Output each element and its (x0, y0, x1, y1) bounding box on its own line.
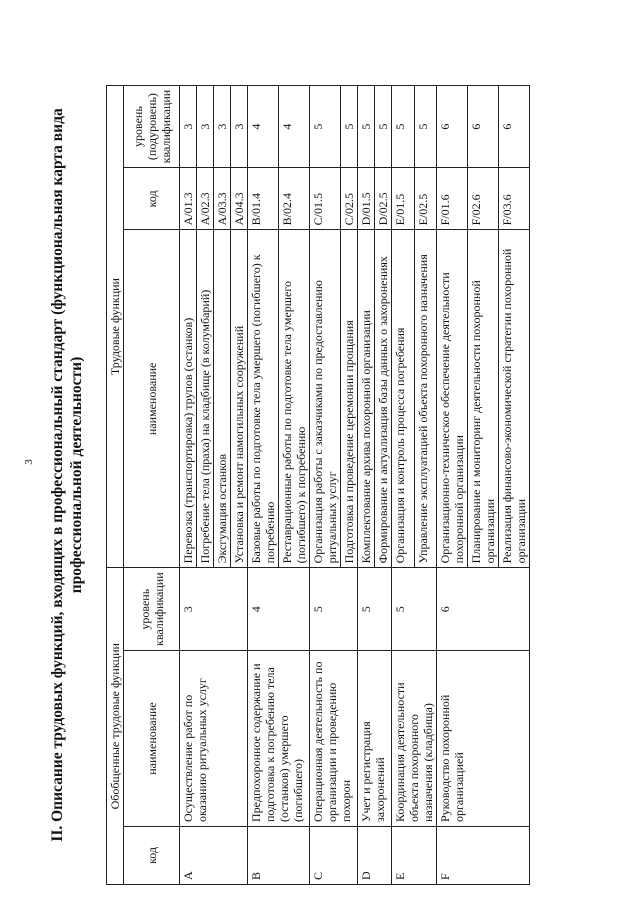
function-code: E/01.5 (392, 168, 415, 230)
group-code: C (310, 827, 358, 885)
group-level: 6 (437, 568, 530, 651)
group-level: 3 (180, 568, 248, 651)
group-code: B (248, 827, 310, 885)
function-level: 6 (499, 85, 530, 168)
function-name: Подготовка и проведение церемонии прощания (341, 230, 358, 568)
table-row (392, 85, 415, 884)
function-level: 3 (180, 85, 197, 168)
header-labor: Трудовые функции (107, 85, 124, 568)
group-level: 5 (392, 568, 437, 651)
function-level: 4 (279, 85, 310, 168)
function-code: E/02.5 (414, 168, 437, 230)
function-code: F/02.6 (468, 168, 499, 230)
function-code: A/03.3 (214, 168, 231, 230)
function-name: Формирование и актуализация базы данных о захоронениях (375, 230, 392, 568)
function-name: Реализация финансово-экономической стратегии похоронной организации (499, 230, 530, 568)
table-row (310, 85, 341, 884)
header-generalized: Обобщенные трудовые функции (107, 568, 124, 885)
function-code: D/02.5 (375, 168, 392, 230)
function-name: Перевозка (транспортировка) трупов (останков) (180, 230, 197, 568)
group-name: Предпохоронное содержание и подготовка к погребению тела (останков) умершего (погибшего) (248, 651, 310, 827)
function-level: 3 (214, 85, 231, 168)
group-level: 5 (358, 568, 392, 651)
function-code: B/02.4 (279, 168, 310, 230)
function-name: Базовые работы по подготовке тела умершего (погибшего) к погребению (248, 230, 279, 568)
group-code: D (358, 827, 392, 885)
header-name: наименование (124, 651, 180, 827)
function-level: 5 (358, 85, 375, 168)
header-level: уровень квалификации (124, 568, 180, 651)
group-name: Осуществление работ по оказанию ритуальных услуг (180, 651, 248, 827)
function-code: D/01.5 (358, 168, 375, 230)
function-level: 5 (341, 85, 358, 168)
function-level: 5 (375, 85, 392, 168)
function-level: 3 (231, 85, 248, 168)
function-level: 3 (197, 85, 214, 168)
function-level: 6 (437, 85, 468, 168)
table-body (180, 85, 530, 884)
function-code: F/03.6 (499, 168, 530, 230)
function-code: B/01.4 (248, 168, 279, 230)
rotated-page-content (48, 55, 588, 885)
header-code: код (124, 827, 180, 885)
group-level: 4 (248, 568, 310, 651)
functional-map-table (106, 85, 530, 885)
function-code: F/01.6 (437, 168, 468, 230)
function-level: 5 (392, 85, 415, 168)
function-code: A/04.3 (231, 168, 248, 230)
function-code: A/01.3 (180, 168, 197, 230)
group-name: Руководство похоронной организацией (437, 651, 530, 827)
function-name: Организация и контроль процесса погребения (392, 230, 415, 568)
table-row (248, 85, 279, 884)
function-level: 6 (468, 85, 499, 168)
function-name: Управление эксплуатацией объекта похоронного назначения (414, 230, 437, 568)
header-sublevel: уровень (подуровень) квалификации (124, 85, 180, 168)
group-code: A (180, 827, 248, 885)
header-function-code: код (124, 168, 180, 230)
function-name: Погребение тела (праха) на кладбище (в колумбарий) (197, 230, 214, 568)
header-function-name: наименование (124, 230, 180, 568)
function-code: C/02.5 (341, 168, 358, 230)
function-name: Установка и ремонт намогильных сооружений (231, 230, 248, 568)
table-row (437, 85, 468, 884)
function-code: A/02.3 (197, 168, 214, 230)
group-code: F (437, 827, 530, 885)
function-name: Комплектование архива похоронной организации (358, 230, 375, 568)
group-name: Координация деятельности объекта похоронного назначения (кладбища) (392, 651, 437, 827)
table-row (358, 85, 375, 884)
function-name: Организационно-техническое обеспечение деятельности похоронной организации (437, 230, 468, 568)
group-name: Операционная деятельность по организации и проведению похорон (310, 651, 358, 827)
function-name: Организация работы с заказчиками по предоставлению ритуальных услуг (310, 230, 341, 568)
group-code: E (392, 827, 437, 885)
table-row (180, 85, 197, 884)
function-level: 5 (310, 85, 341, 168)
function-level: 5 (414, 85, 437, 168)
function-level: 4 (248, 85, 279, 168)
group-level: 5 (310, 568, 358, 651)
function-name: Реставрационные работы по подготовке тела умершего (погибшего) к погребению (279, 230, 310, 568)
function-name: Эксгумация останков (214, 230, 231, 568)
section-title: II. Описание трудовых функций, входящих в профессиональный стандарт (функциональная карта вида профессиональной деятельности) (49, 108, 85, 842)
function-name: Планирование и мониторинг деятельности похоронной организации (468, 230, 499, 568)
page-number: 3 (22, 459, 35, 465)
function-code: C/01.5 (310, 168, 341, 230)
group-name: Учет и регистрация захоронений (358, 651, 392, 827)
